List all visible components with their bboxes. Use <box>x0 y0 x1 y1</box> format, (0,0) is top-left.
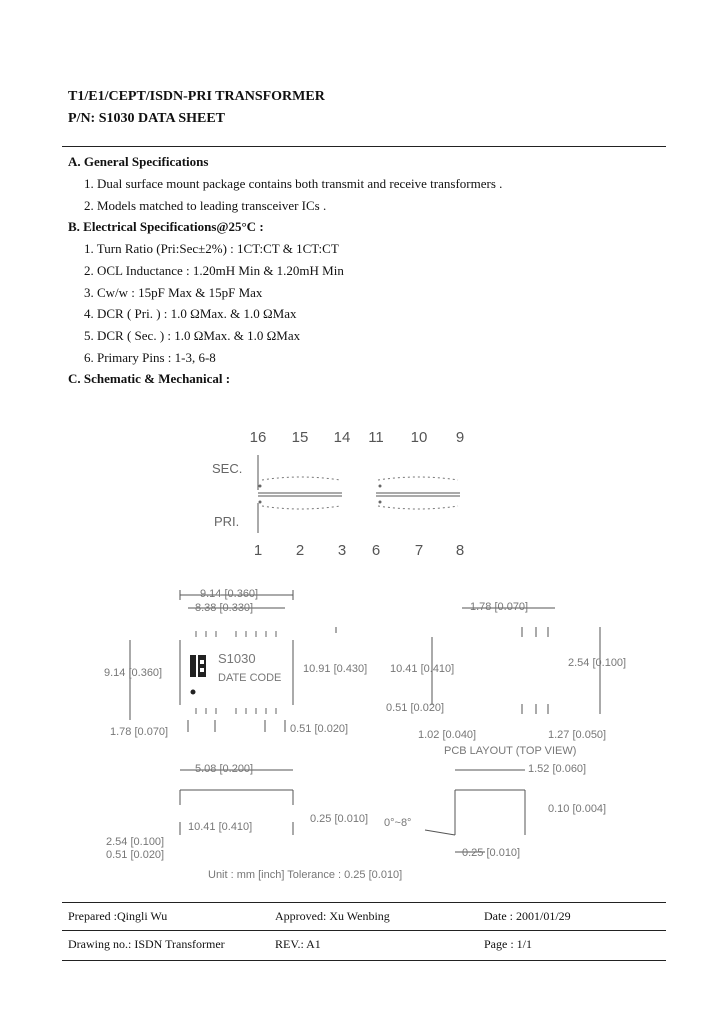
electrical-spec-item: 5. DCR ( Sec. ) : 1.0 ΩMax. & 1.0 ΩMax <box>84 328 301 343</box>
top-pin-label: 10 <box>410 429 428 446</box>
primary-label: PRI. <box>214 514 240 529</box>
footer-divider-bottom <box>62 960 666 961</box>
top-pin-label: 15 <box>291 429 309 446</box>
logo-icon <box>190 655 206 695</box>
dim-label: 1.78 [0.070] <box>470 601 529 613</box>
dim-label: 0.51 [0.020] <box>290 723 349 735</box>
dim-label: 10.91 [0.430] <box>303 663 368 675</box>
pcb-layout-label: PCB LAYOUT (TOP VIEW) <box>444 745 577 757</box>
bottom-pin-label: 6 <box>371 542 381 559</box>
top-pin-label: 11 <box>368 429 384 446</box>
dim-label: 2.54 [0.100] <box>568 657 627 669</box>
dim-label: 1.27 [0.050] <box>548 729 607 741</box>
electrical-spec-item: 4. DCR ( Pri. ) : 1.0 ΩMax. & 1.0 ΩMax <box>84 306 297 321</box>
top-pin-label: 16 <box>249 429 267 446</box>
dim-label: 0.25 [0.010] <box>462 847 521 859</box>
general-spec-item: 1. Dual surface mount package contains both transmit and receive transformers . <box>84 176 503 191</box>
dim-label: 1.52 [0.060] <box>528 763 587 775</box>
electrical-spec-item: 6. Primary Pins : 1-3, 6-8 <box>84 350 216 365</box>
secondary-label: SEC. <box>212 461 243 476</box>
document-date: Date : 2001/01/29 <box>484 909 571 923</box>
dim-label: 9.14 [0.360] <box>200 588 259 600</box>
dim-label: 0.51 [0.020] <box>106 849 165 861</box>
electrical-spec-item: 1. Turn Ratio (Pri:Sec±2%) : 1CT:CT & 1CT:CT <box>84 241 339 256</box>
dim-label: 10.41 [0.410] <box>390 663 455 675</box>
drawing-number: Drawing no.: ISDN Transformer <box>68 937 225 951</box>
document-title: T1/E1/CEPT/ISDN-PRI TRANSFORMER <box>68 89 325 104</box>
electrical-spec-item: 3. Cw/w : 15pF Max & 15pF Max <box>84 285 263 300</box>
angle-label: 0°~8° <box>384 817 412 829</box>
top-pin-label: 9 <box>455 429 465 446</box>
dim-label: 9.14 [0.360] <box>104 667 163 679</box>
prepared-by: Prepared :Qingli Wu <box>68 909 168 923</box>
dim-label: 8.38 [0.330] <box>195 602 254 614</box>
dim-label: 2.54 [0.100] <box>106 836 165 848</box>
dim-label: 5.08 [0.200] <box>195 763 254 775</box>
electrical-spec-item: 2. OCL Inductance : 1.20mH Min & 1.20mH Min <box>84 263 344 278</box>
schematic-heading: C. Schematic & Mechanical : <box>68 371 231 386</box>
general-spec-item: 2. Models matched to leading transceiver ICs . <box>84 198 327 213</box>
electrical-spec-heading: B. Electrical Specifications@25°C : <box>68 219 264 234</box>
footer-divider-middle <box>62 930 666 931</box>
marking-part: S1030 <box>218 651 256 666</box>
dim-label: 1.78 [0.070] <box>110 726 169 738</box>
approved-by: Approved: Xu Wenbing <box>275 909 390 923</box>
pin1-dot <box>191 690 196 695</box>
top-pin-label: 14 <box>333 429 351 446</box>
dim-label: 1.02 [0.040] <box>418 729 477 741</box>
tolerance-note: Unit : mm [inch] Tolerance : 0.25 [0.010] <box>208 869 403 881</box>
marking-date: DATE CODE <box>218 672 282 684</box>
dim-label: 0.25 [0.010] <box>310 813 369 825</box>
dim-label: 10.41 [0.410] <box>188 821 253 833</box>
general-spec-heading: A. General Specifications <box>68 154 209 169</box>
bottom-pin-label: 3 <box>337 542 347 559</box>
footer-divider-top <box>62 902 666 903</box>
bottom-pin-label: 1 <box>253 542 263 559</box>
dim-label: 0.51 [0.020] <box>386 702 445 714</box>
dim-label: 0.10 [0.004] <box>548 803 607 815</box>
page-number: Page : 1/1 <box>484 937 532 951</box>
bottom-pin-label: 8 <box>455 542 465 559</box>
bottom-pin-label: 2 <box>295 542 305 559</box>
part-number-title: P/N: S1030 DATA SHEET <box>68 111 226 126</box>
bottom-pin-label: 7 <box>414 542 424 559</box>
revision: REV.: A1 <box>275 937 321 951</box>
